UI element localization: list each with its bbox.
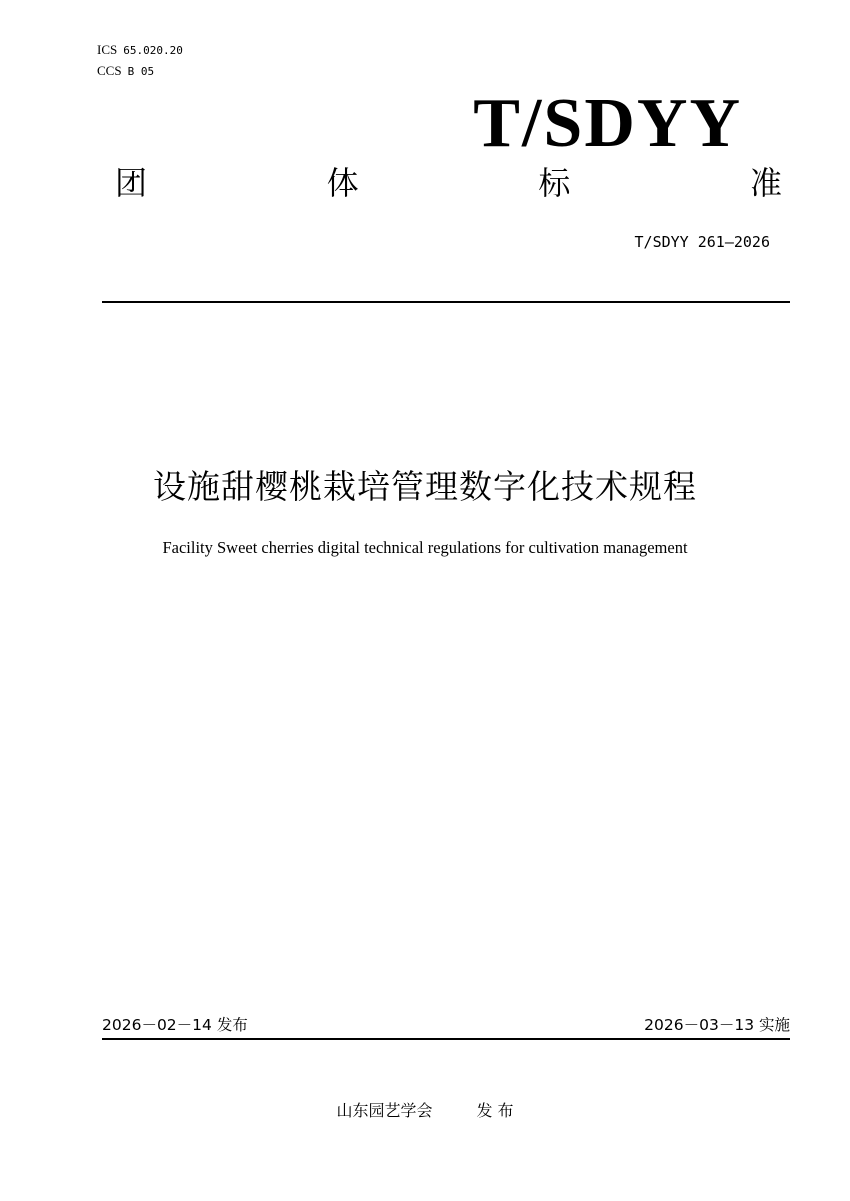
standard-type-heading — [115, 162, 782, 204]
publisher-line — [0, 1099, 850, 1123]
ics-code: 65.020.20 — [123, 44, 183, 57]
publisher-action: 发 布 — [476, 1101, 514, 1120]
ccs-code: B 05 — [127, 65, 155, 78]
standard-type-char: 标 — [538, 164, 571, 202]
standard-type-char: 准 — [749, 164, 782, 202]
ccs-line — [97, 63, 154, 80]
ics-label: ICS — [97, 42, 118, 57]
effective-date: 2026－03－13 实施 — [644, 1016, 790, 1034]
publish-date: 2026－02－14 发布 — [102, 1016, 248, 1034]
ccs-label: CCS — [97, 63, 122, 78]
ics-line — [97, 42, 183, 59]
top-divider — [102, 301, 790, 303]
standard-brand-logo: T/SDYY — [473, 85, 742, 162]
standard-type-char: 团 — [115, 164, 148, 202]
document-title-en: Facility Sweet cherries digital technical regulations for cultivation management — [162, 538, 688, 557]
document-title-zh: 设施甜樱桃栽培管理数字化技术规程 — [153, 467, 697, 506]
standard-number: T/SDYY 261—2026 — [634, 233, 770, 251]
standard-type-char: 体 — [326, 164, 359, 202]
publisher-name: 山东园艺学会 — [336, 1101, 433, 1120]
bottom-divider — [102, 1038, 790, 1040]
